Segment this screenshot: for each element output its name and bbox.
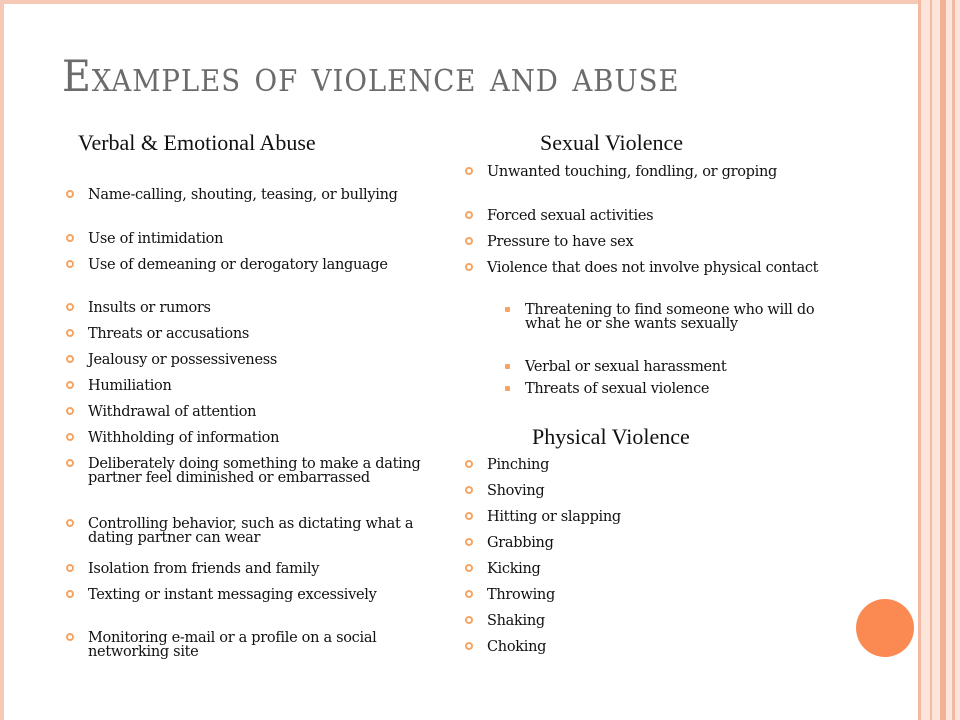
bullet-icon (465, 512, 473, 520)
verbal-abuse-item-text: Monitoring e-mail or a profile on a social networking site (88, 630, 377, 660)
physical-violence-item (487, 589, 787, 603)
bullet-icon (465, 263, 473, 271)
physical-violence-item (487, 563, 787, 577)
verbal-abuse-item-text: Threats or accusations (88, 326, 249, 342)
bullet-icon (465, 237, 473, 245)
bullet-icon (465, 564, 473, 572)
sexual-violence-item-text: Forced sexual activities (487, 208, 654, 224)
verbal-abuse-item (88, 563, 428, 577)
non-contact-violence-item-text: Threats of sexual violence (525, 381, 710, 397)
bullet-icon (465, 460, 473, 468)
sexual-violence-item (487, 210, 832, 224)
physical-violence-item-text: Shoving (487, 483, 545, 499)
physical-violence-item (487, 511, 787, 525)
physical-violence-item-text: Grabbing (487, 535, 554, 551)
bullet-icon (66, 590, 74, 598)
verbal-abuse-item-text: Name-calling, shouting, teasing, or bullying (88, 187, 398, 203)
bullet-icon (66, 564, 74, 572)
non-contact-violence-item (525, 304, 815, 331)
physical-violence-item-text: Choking (487, 639, 547, 655)
verbal-abuse-item (88, 354, 428, 368)
verbal-abuse-item (88, 328, 428, 342)
slide-top-border (0, 0, 960, 4)
bullet-icon (66, 234, 74, 242)
decorative-stripe (952, 0, 955, 720)
bullet-icon (66, 303, 74, 311)
bullet-icon (66, 407, 74, 415)
verbal-abuse-item-text: Insults or rumors (88, 300, 211, 316)
heading-physical-violence: Physical Violence (532, 424, 690, 449)
verbal-abuse-item-text: Withholding of information (88, 430, 280, 446)
verbal-abuse-item-text: Deliberately doing something to make a dating partner feel diminished or embarrassed (88, 456, 421, 486)
bullet-icon (66, 433, 74, 441)
verbal-abuse-item (88, 259, 428, 273)
verbal-abuse-item (88, 233, 428, 247)
bullet-icon (66, 519, 74, 527)
bullet-icon (465, 211, 473, 219)
verbal-abuse-item (88, 189, 428, 203)
physical-violence-item-text: Hitting or slapping (487, 509, 621, 525)
bullet-icon (66, 329, 74, 337)
sexual-violence-item-text: Pressure to have sex (487, 234, 634, 250)
heading-sexual-violence: Sexual Violence (540, 130, 684, 155)
bullet-icon (66, 459, 74, 467)
bullet-icon (465, 167, 473, 175)
physical-violence-item (487, 615, 787, 629)
verbal-abuse-item (88, 589, 428, 603)
verbal-abuse-item-text: Controlling behavior, such as dictating what a dating partner can wear (88, 516, 414, 546)
verbal-abuse-item (88, 302, 428, 316)
bullet-icon (66, 190, 74, 198)
verbal-abuse-item (88, 380, 428, 394)
sexual-violence-item (487, 262, 832, 276)
verbal-abuse-item (88, 632, 428, 659)
bullet-icon (465, 642, 473, 650)
physical-violence-item (487, 459, 787, 473)
bullet-icon (505, 386, 510, 391)
bullet-icon (66, 260, 74, 268)
sexual-violence-item (487, 166, 832, 180)
verbal-abuse-item-text: Use of demeaning or derogatory language (88, 257, 388, 273)
verbal-abuse-item (88, 458, 428, 485)
physical-violence-item (487, 537, 787, 551)
physical-violence-item-text: Throwing (487, 587, 555, 603)
verbal-abuse-item-text: Use of intimidation (88, 231, 224, 247)
physical-violence-item-text: Pinching (487, 457, 550, 473)
non-contact-violence-item-text: Threatening to find someone who will do what he or she wants sexually (525, 302, 815, 332)
slide-left-border (0, 0, 4, 720)
non-contact-violence-item (525, 361, 815, 375)
bullet-icon (465, 486, 473, 494)
bullet-icon (66, 355, 74, 363)
physical-violence-item (487, 641, 787, 655)
verbal-abuse-item (88, 432, 428, 446)
decorative-stripe (930, 0, 932, 720)
bullet-icon (465, 616, 473, 624)
physical-violence-item-text: Shaking (487, 613, 545, 629)
bullet-icon (66, 633, 74, 641)
verbal-abuse-item (88, 406, 428, 420)
verbal-abuse-item (88, 518, 428, 545)
decorative-stripe (918, 0, 921, 720)
physical-violence-item (487, 485, 787, 499)
bullet-icon (505, 364, 510, 369)
non-contact-violence-item (525, 383, 815, 397)
bullet-icon (465, 590, 473, 598)
accent-circle (856, 599, 914, 657)
verbal-abuse-item-text: Humiliation (88, 378, 172, 394)
non-contact-violence-item-text: Verbal or sexual harassment (525, 359, 727, 375)
verbal-abuse-item-text: Withdrawal of attention (88, 404, 257, 420)
verbal-abuse-item-text: Isolation from friends and family (88, 561, 320, 577)
physical-violence-item-text: Kicking (487, 561, 541, 577)
verbal-abuse-item-text: Texting or instant messaging excessively (88, 587, 377, 603)
sexual-violence-item (487, 236, 832, 250)
verbal-abuse-item-text: Jealousy or possessiveness (88, 352, 278, 368)
bullet-icon (505, 307, 510, 312)
slide-title: Examples of violence and abuse (62, 52, 680, 102)
sexual-violence-item-text: Unwanted touching, fondling, or groping (487, 164, 777, 180)
sexual-violence-item-text: Violence that does not involve physical contact (487, 260, 819, 276)
bullet-icon (66, 381, 74, 389)
decorative-stripe (940, 0, 946, 720)
bullet-icon (465, 538, 473, 546)
heading-verbal-emotional-abuse: Verbal & Emotional Abuse (78, 130, 316, 155)
